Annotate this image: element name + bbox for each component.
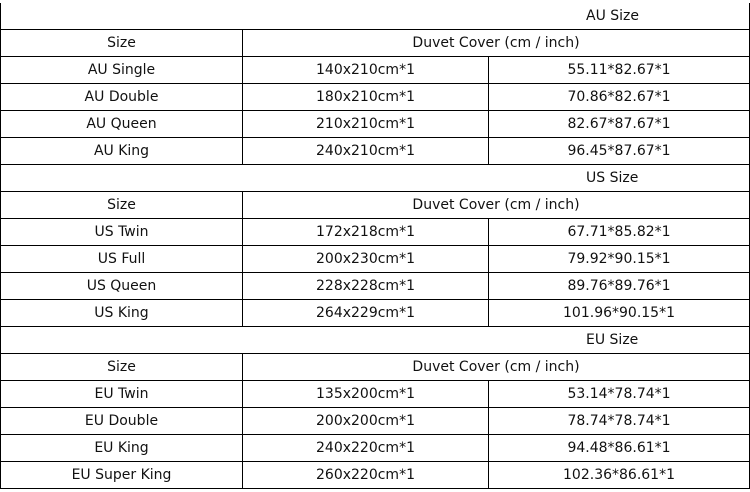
section-title: EU Size bbox=[586, 332, 639, 348]
size-cell: AU Queen bbox=[1, 111, 243, 138]
cm-cell: 180x210cm*1 bbox=[243, 84, 489, 111]
inch-cell: 101.96*90.15*1 bbox=[489, 300, 750, 327]
cm-cell: 260x220cm*1 bbox=[243, 462, 489, 489]
inch-cell: 55.11*82.67*1 bbox=[489, 57, 750, 84]
size-cell: AU Single bbox=[1, 57, 243, 84]
cm-cell: 172x218cm*1 bbox=[243, 219, 489, 246]
section-title: AU Size bbox=[586, 8, 640, 24]
inch-cell: 70.86*82.67*1 bbox=[489, 84, 750, 111]
table-row bbox=[1, 408, 750, 435]
inch-cell: 67.71*85.82*1 bbox=[489, 219, 750, 246]
header-row bbox=[1, 192, 750, 219]
cm-cell: 240x220cm*1 bbox=[243, 435, 489, 462]
size-header: Size bbox=[1, 30, 243, 57]
cm-cell: 200x230cm*1 bbox=[243, 246, 489, 273]
inch-cell: 78.74*78.74*1 bbox=[489, 408, 750, 435]
table-row bbox=[1, 57, 750, 84]
section-title-row bbox=[1, 3, 750, 30]
section-title-row bbox=[1, 327, 750, 354]
inch-cell: 53.14*78.74*1 bbox=[489, 381, 750, 408]
header-row bbox=[1, 30, 750, 57]
table-row bbox=[1, 300, 750, 327]
size-cell: EU Super King bbox=[1, 462, 243, 489]
size-cell: EU King bbox=[1, 435, 243, 462]
table-row bbox=[1, 273, 750, 300]
table-row bbox=[1, 111, 750, 138]
table-row bbox=[1, 462, 750, 489]
size-cell: EU Double bbox=[1, 408, 243, 435]
inch-cell: 89.76*89.76*1 bbox=[489, 273, 750, 300]
table-row bbox=[1, 84, 750, 111]
cm-cell: 264x229cm*1 bbox=[243, 300, 489, 327]
size-cell: US Twin bbox=[1, 219, 243, 246]
table-row bbox=[1, 246, 750, 273]
inch-cell: 94.48*86.61*1 bbox=[489, 435, 750, 462]
size-cell: EU Twin bbox=[1, 381, 243, 408]
cm-cell: 240x210cm*1 bbox=[243, 138, 489, 165]
size-header: Size bbox=[1, 354, 243, 381]
duvet-cover-header: Duvet Cover (cm / inch) bbox=[243, 354, 750, 381]
duvet-cover-header: Duvet Cover (cm / inch) bbox=[243, 192, 750, 219]
header-row bbox=[1, 354, 750, 381]
section-title-cell bbox=[1, 327, 750, 354]
inch-cell: 96.45*87.67*1 bbox=[489, 138, 750, 165]
cm-cell: 200x200cm*1 bbox=[243, 408, 489, 435]
inch-cell: 79.92*90.15*1 bbox=[489, 246, 750, 273]
table-row bbox=[1, 219, 750, 246]
inch-cell: 102.36*86.61*1 bbox=[489, 462, 750, 489]
size-chart-table bbox=[0, 3, 750, 489]
section-title-row bbox=[1, 165, 750, 192]
cm-cell: 228x228cm*1 bbox=[243, 273, 489, 300]
section-title-cell bbox=[1, 165, 750, 192]
table-row bbox=[1, 381, 750, 408]
cm-cell: 210x210cm*1 bbox=[243, 111, 489, 138]
size-cell: US Full bbox=[1, 246, 243, 273]
cm-cell: 140x210cm*1 bbox=[243, 57, 489, 84]
table-row bbox=[1, 435, 750, 462]
section-title: US Size bbox=[586, 170, 639, 186]
size-header: Size bbox=[1, 192, 243, 219]
table-row bbox=[1, 138, 750, 165]
cm-cell: 135x200cm*1 bbox=[243, 381, 489, 408]
section-title-cell bbox=[1, 3, 750, 30]
size-cell: US King bbox=[1, 300, 243, 327]
duvet-cover-header: Duvet Cover (cm / inch) bbox=[243, 30, 750, 57]
size-cell: AU King bbox=[1, 138, 243, 165]
inch-cell: 82.67*87.67*1 bbox=[489, 111, 750, 138]
size-cell: US Queen bbox=[1, 273, 243, 300]
size-cell: AU Double bbox=[1, 84, 243, 111]
